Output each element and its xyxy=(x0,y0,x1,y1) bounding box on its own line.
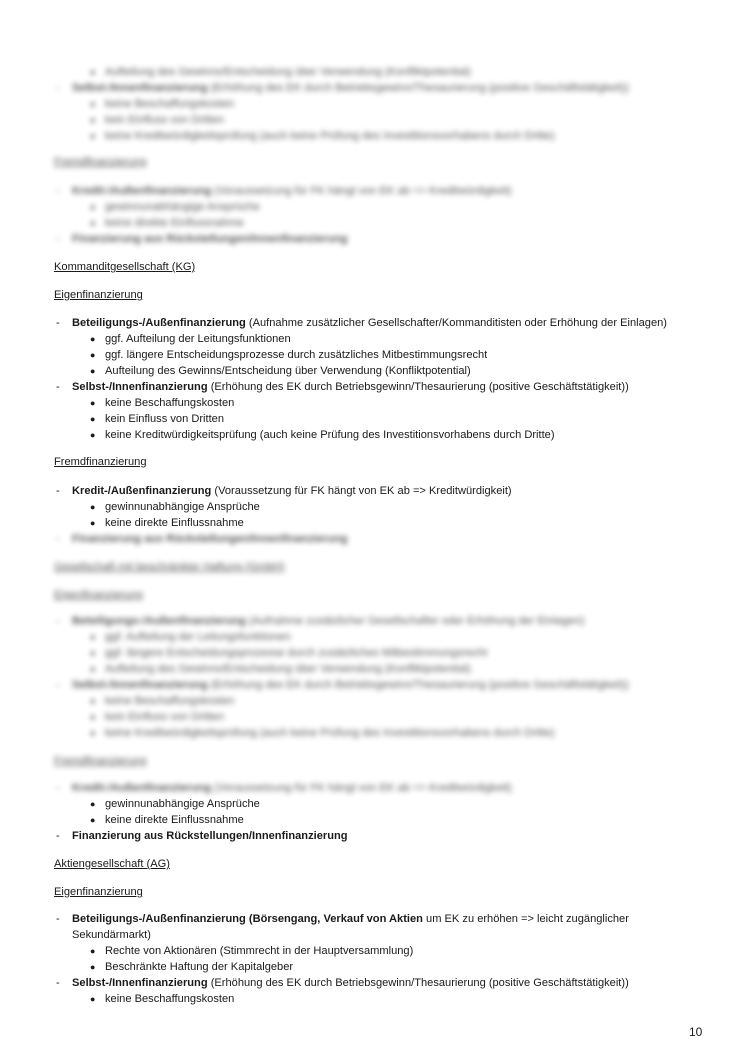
page-number: 10 xyxy=(689,1025,703,1039)
list-item: keine Beschaffungskosten xyxy=(105,397,235,409)
dash-marker: - xyxy=(56,317,60,329)
bullet-icon: ● xyxy=(90,202,96,212)
item-text: (Voraussetzung für FK hängt von EK ab => Kreditwürdigkeit) xyxy=(211,782,512,794)
item-bold-label: Selbst-/Innenfinanzierung xyxy=(72,977,208,989)
list-item: keine direkte Einflussnahme xyxy=(105,814,244,826)
bullet-icon: ● xyxy=(90,962,96,972)
bullet-icon: ● xyxy=(90,502,96,512)
list-item xyxy=(72,184,512,198)
list-item: Beschränkte Haftung der Kapitalgeber xyxy=(105,961,294,973)
subheading-fremdfinanzierung: Fremdfinanzierung xyxy=(54,456,147,468)
list-item: Aufteilung des Gewinns/Entscheidung über Verwendung (Konfliktpotential) xyxy=(105,365,471,377)
dash-marker: - xyxy=(56,782,60,794)
bullet-icon: ● xyxy=(90,398,96,408)
bullet-icon: ● xyxy=(90,115,96,125)
list-item: keine direkte Einflussnahme xyxy=(105,217,244,229)
dash-marker: - xyxy=(56,679,60,691)
item-bold-label: Selbst-/Innenfinanzierung xyxy=(72,82,208,94)
list-item: keine Kreditwürdigkeitsprüfung (auch keine Prüfung des Investitionsvorhabens durch Dritte) xyxy=(105,130,555,142)
item-text: (Erhöhung des EK durch Betriebsgewinn/Thesaurierung (positive Geschäftstätigkeit)) xyxy=(207,381,629,393)
list-item: keine Kreditwürdigkeitsprüfung (auch keine Prüfung des Investitionsvorhabens durch Dritte) xyxy=(105,727,555,739)
dash-marker: - xyxy=(56,615,60,627)
item-text: um EK zu erhöhen => leicht zugänglicher xyxy=(422,913,629,925)
list-item xyxy=(72,614,584,628)
dash-marker: - xyxy=(56,913,60,925)
list-item: keine Beschaffungskosten xyxy=(105,695,235,707)
list-item: ggf. längere Entscheidungsprozesse durch zusätzliches Mitbestimmungsrecht xyxy=(105,349,488,361)
dash-marker: - xyxy=(56,977,60,989)
subheading-eigenfinanzierung: Eigenfinanzierung xyxy=(54,886,143,898)
bullet-icon: ● xyxy=(90,366,96,376)
bullet-icon: ● xyxy=(90,518,96,528)
list-item: gewinnunabhängige Ansprüche xyxy=(105,501,260,513)
list-item: Aufteilung des Gewinns/Entscheidung über Verwendung (Konfliktpotential) xyxy=(105,66,471,78)
bullet-icon: ● xyxy=(90,994,96,1004)
bullet-icon: ● xyxy=(90,350,96,360)
list-item: Finanzierung aus Rückstellungen/Innenfinanzierung xyxy=(72,233,348,245)
bullet-icon: ● xyxy=(90,131,96,141)
list-item: keine direkte Einflussnahme xyxy=(105,517,244,529)
bullet-icon: ● xyxy=(90,414,96,424)
list-item: Finanzierung aus Rückstellungen/Innenfinanzierung xyxy=(72,533,348,545)
list-item: keine Beschaffungskosten xyxy=(105,993,235,1005)
item-bold-label: Beteiligungs-/Außenfinanzierung (Börsengang, Verkauf von Aktien xyxy=(72,913,423,925)
list-item xyxy=(72,912,629,926)
item-bold-label: Kredit-/Außenfinanzierung xyxy=(72,185,212,197)
bullet-icon: ● xyxy=(90,946,96,956)
item-text: (Erhöhung des EK durch Betriebsgewinn/Thesaurierung (positive Geschäftstätigkeit)) xyxy=(207,679,629,691)
subheading-eigenfinanzierung: Eigenfinanzierung xyxy=(54,589,143,601)
list-item: Aufteilung des Gewinns/Entscheidung über Verwendung (Konfliktpotential) xyxy=(105,663,471,675)
list-item xyxy=(72,81,629,95)
bullet-icon: ● xyxy=(90,632,96,642)
bullet-icon: ● xyxy=(90,430,96,440)
item-bold-label: Selbst-/Innenfinanzierung xyxy=(72,679,208,691)
list-item: keine Kreditwürdigkeitsprüfung (auch keine Prüfung des Investitionsvorhabens durch Dritte) xyxy=(105,429,555,441)
item-bold-label: Kredit-/Außenfinanzierung xyxy=(72,485,212,497)
section-title-ag: Aktiengesellschaft (AG) xyxy=(54,858,170,870)
bullet-icon: ● xyxy=(90,664,96,674)
list-item xyxy=(72,484,512,498)
list-item xyxy=(72,976,629,990)
dash-marker: - xyxy=(56,82,60,94)
bullet-icon: ● xyxy=(90,799,96,809)
bullet-icon: ● xyxy=(90,99,96,109)
item-text: (Erhöhung des EK durch Betriebsgewinn/Thesaurierung (positive Geschäftstätigkeit)) xyxy=(207,977,629,989)
list-item: ggf. längere Entscheidungsprozesse durch zusätzliches Mitbestimmungsrecht xyxy=(105,647,488,659)
item-text: (Voraussetzung für FK hängt von EK ab => Kreditwürdigkeit) xyxy=(211,185,512,197)
section-heading: Fremdfinanzierung xyxy=(54,156,147,168)
list-item: gewinnunabhängige Ansprüche xyxy=(105,201,260,213)
bullet-icon: ● xyxy=(90,815,96,825)
bullet-icon: ● xyxy=(90,728,96,738)
item-text: (Erhöhung des EK durch Betriebsgewinn/Thesaurierung (positive Geschäftstätigkeit)) xyxy=(207,82,629,94)
bullet-icon: ● xyxy=(90,334,96,344)
subheading-fremdfinanzierung: Fremdfinanzierung xyxy=(54,755,147,767)
list-item: kein Einfluss von Dritten xyxy=(105,413,225,425)
item-text: (Aufnahme zusätzlicher Gesellschafter oder Erhöhung der Einlagen) xyxy=(245,615,585,627)
dash-marker: - xyxy=(56,233,60,245)
section-title-gmbh: Gesellschaft mit beschränkter Haftung (GmbH) xyxy=(54,561,285,573)
list-item xyxy=(72,380,629,394)
bullet-icon: ● xyxy=(90,648,96,658)
subheading-eigenfinanzierung: Eigenfinanzierung xyxy=(54,289,143,301)
dash-marker: - xyxy=(56,830,60,842)
list-item: Rechte von Aktionären (Stimmrecht in der Hauptversammlung) xyxy=(105,945,414,957)
list-item xyxy=(72,316,667,330)
list-item: kein Einfluss von Dritten xyxy=(105,711,225,723)
dash-marker: - xyxy=(56,381,60,393)
item-bold-label: Beteiligungs-/Außenfinanzierung xyxy=(72,615,246,627)
item-bold-label: Beteiligungs-/Außenfinanzierung xyxy=(72,317,246,329)
bullet-icon: ● xyxy=(90,67,96,77)
list-item: kein Einfluss von Dritten xyxy=(105,114,225,126)
bullet-icon: ● xyxy=(90,712,96,722)
dash-marker: - xyxy=(56,185,60,197)
item-text: (Aufnahme zusätzlicher Gesellschafter/Kommanditisten oder Erhöhung der Einlagen) xyxy=(245,317,667,329)
item-text: (Voraussetzung für FK hängt von EK ab => Kreditwürdigkeit) xyxy=(211,485,512,497)
list-item: ggf. Aufteilung der Leitungsfunktionen xyxy=(105,333,291,345)
item-bold-label: Kredit-/Außenfinanzierung xyxy=(72,782,212,794)
dash-marker: - xyxy=(56,533,60,545)
list-item: gewinnunabhängige Ansprüche xyxy=(105,798,260,810)
list-item-continuation: Sekundärmarkt) xyxy=(72,929,151,941)
dash-marker: - xyxy=(56,485,60,497)
bullet-icon: ● xyxy=(90,696,96,706)
bullet-icon: ● xyxy=(90,218,96,228)
list-item: ggf. Aufteilung der Leitungsfunktionen xyxy=(105,631,291,643)
section-title-kg: Kommanditgesellschaft (KG) xyxy=(54,261,196,273)
item-bold-label: Selbst-/Innenfinanzierung xyxy=(72,381,208,393)
list-item: Finanzierung aus Rückstellungen/Innenfinanzierung xyxy=(72,830,348,842)
list-item xyxy=(72,781,512,795)
list-item: keine Beschaffungskosten xyxy=(105,98,235,110)
list-item xyxy=(72,678,629,692)
